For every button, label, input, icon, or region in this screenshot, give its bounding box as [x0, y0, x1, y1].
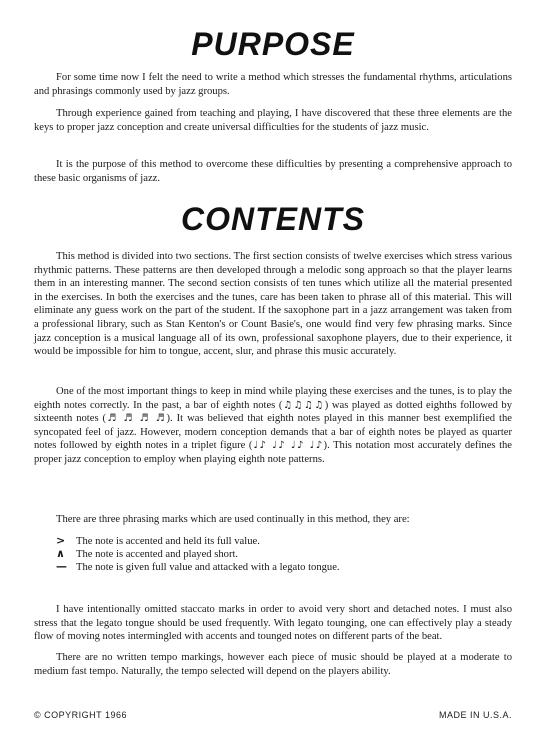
contents-paragraph-2: [34, 385, 512, 467]
contents-paragraph-3: There are three phrasing marks which are used continually in this method, they are:: [56, 514, 410, 525]
phrasing-marks-list: [56, 534, 496, 573]
contents-paragraph-4: I have intentionally omitted staccato marks in order to avoid very short and detached notes. I must also stress that the legato tongue should be used frequently. With legato tounging, one can effectively play a steady flow of moving notes intermingled with accents and tounged notes on different parts of the beat.: [34, 604, 512, 643]
purpose-paragraph-3: It is the purpose of this method to overcome these difficulties by presenting a comprehensive approach to these basic organisms of jazz.: [34, 159, 512, 184]
triplet-figure-notes-icon: ♩♪ ♩♪ ♩♪ ♩♪: [252, 440, 324, 452]
purpose-paragraph-2: Through experience gained from teaching and playing, I have discovered that these three elements are the keys to proper jazz conception and create universal difficulties for the students of jazz music.: [34, 108, 512, 133]
copyright-notice: © COPYRIGHT 1966: [34, 710, 127, 720]
paragraph-2-text-d: ). This notation most accurately defines the proper jazz conception to employ when playing eighth note patterns.: [34, 440, 513, 465]
purpose-heading: PURPOSE: [191, 26, 355, 62]
accent-mark-icon: >: [56, 534, 66, 547]
made-in-notice: MADE IN U.S.A.: [438, 710, 512, 720]
purpose-paragraph-1: For some time now I felt the need to write a method which stresses the fundamental rhythms, articulations and phrasings commonly used by jazz groups.: [34, 72, 512, 97]
accent-mark-description: The note is accented and held its full value.: [76, 536, 260, 547]
tenuto-mark-description: The note is given full value and attacked with a legato tongue.: [76, 562, 340, 573]
marcato-mark-description: The note is accented and played short.: [76, 549, 239, 560]
list-item: [56, 560, 496, 573]
list-item: [56, 534, 496, 547]
marcato-mark-icon: ∧: [56, 547, 65, 560]
eighth-notes-icon: ♫♫♫♫: [282, 399, 325, 411]
contents-paragraph-1: This method is divided into two sections. The first section consists of twelve exercises which stress various rhythmic patterns. These patterns are then developed through a melodic song approach so that the player learns them in an interesting manner. The second section consists of ten tunes which utilize all the material presented in the exercises. In both the exercises and the tunes, care has been taken to phrase all of this material. This will eliminate any guess work on the part of the student. If the saxophone part in a jazz arrangement was taken from a professional library, such as Stan Kenton's or Count Basie's, one would find very few phrasing marks. Since jazz conception is a musical language all of its own, professional saxophone players, due to their experience, it would be impossible for him to tongue, accent, slur, and phrase this music accurately.: [34, 251, 512, 358]
list-item: [56, 547, 496, 560]
tenuto-mark-icon: —: [56, 560, 67, 573]
contents-heading: CONTENTS: [181, 201, 365, 237]
contents-paragraph-5: There are no written tempo markings, however each piece of music should be played at a moderate to medium fast tempo. Naturally, the tempo selected will depend on the players ability.: [34, 652, 512, 677]
dotted-eighth-sixteenth-notes-icon: ♬ ♬ ♬ ♬: [106, 413, 167, 425]
paragraph-2-text-b: ) was played as dotted eighths followed by sixteenth notes (: [34, 399, 513, 425]
paragraph-2-text-a: One of the most important things to keep in mind while playing these exercises and the tunes, is to play the eighth notes correctly. In the past, a bar of eighth notes (: [34, 386, 512, 411]
paragraph-2-text-c: ). It was believed that eighth notes played in this manner best exemplified the syncopated feel of jazz. However, modern conception demands that a bar of eighth notes be played as quarter notes followed by eighth notes in a triplet figure (: [34, 413, 512, 452]
